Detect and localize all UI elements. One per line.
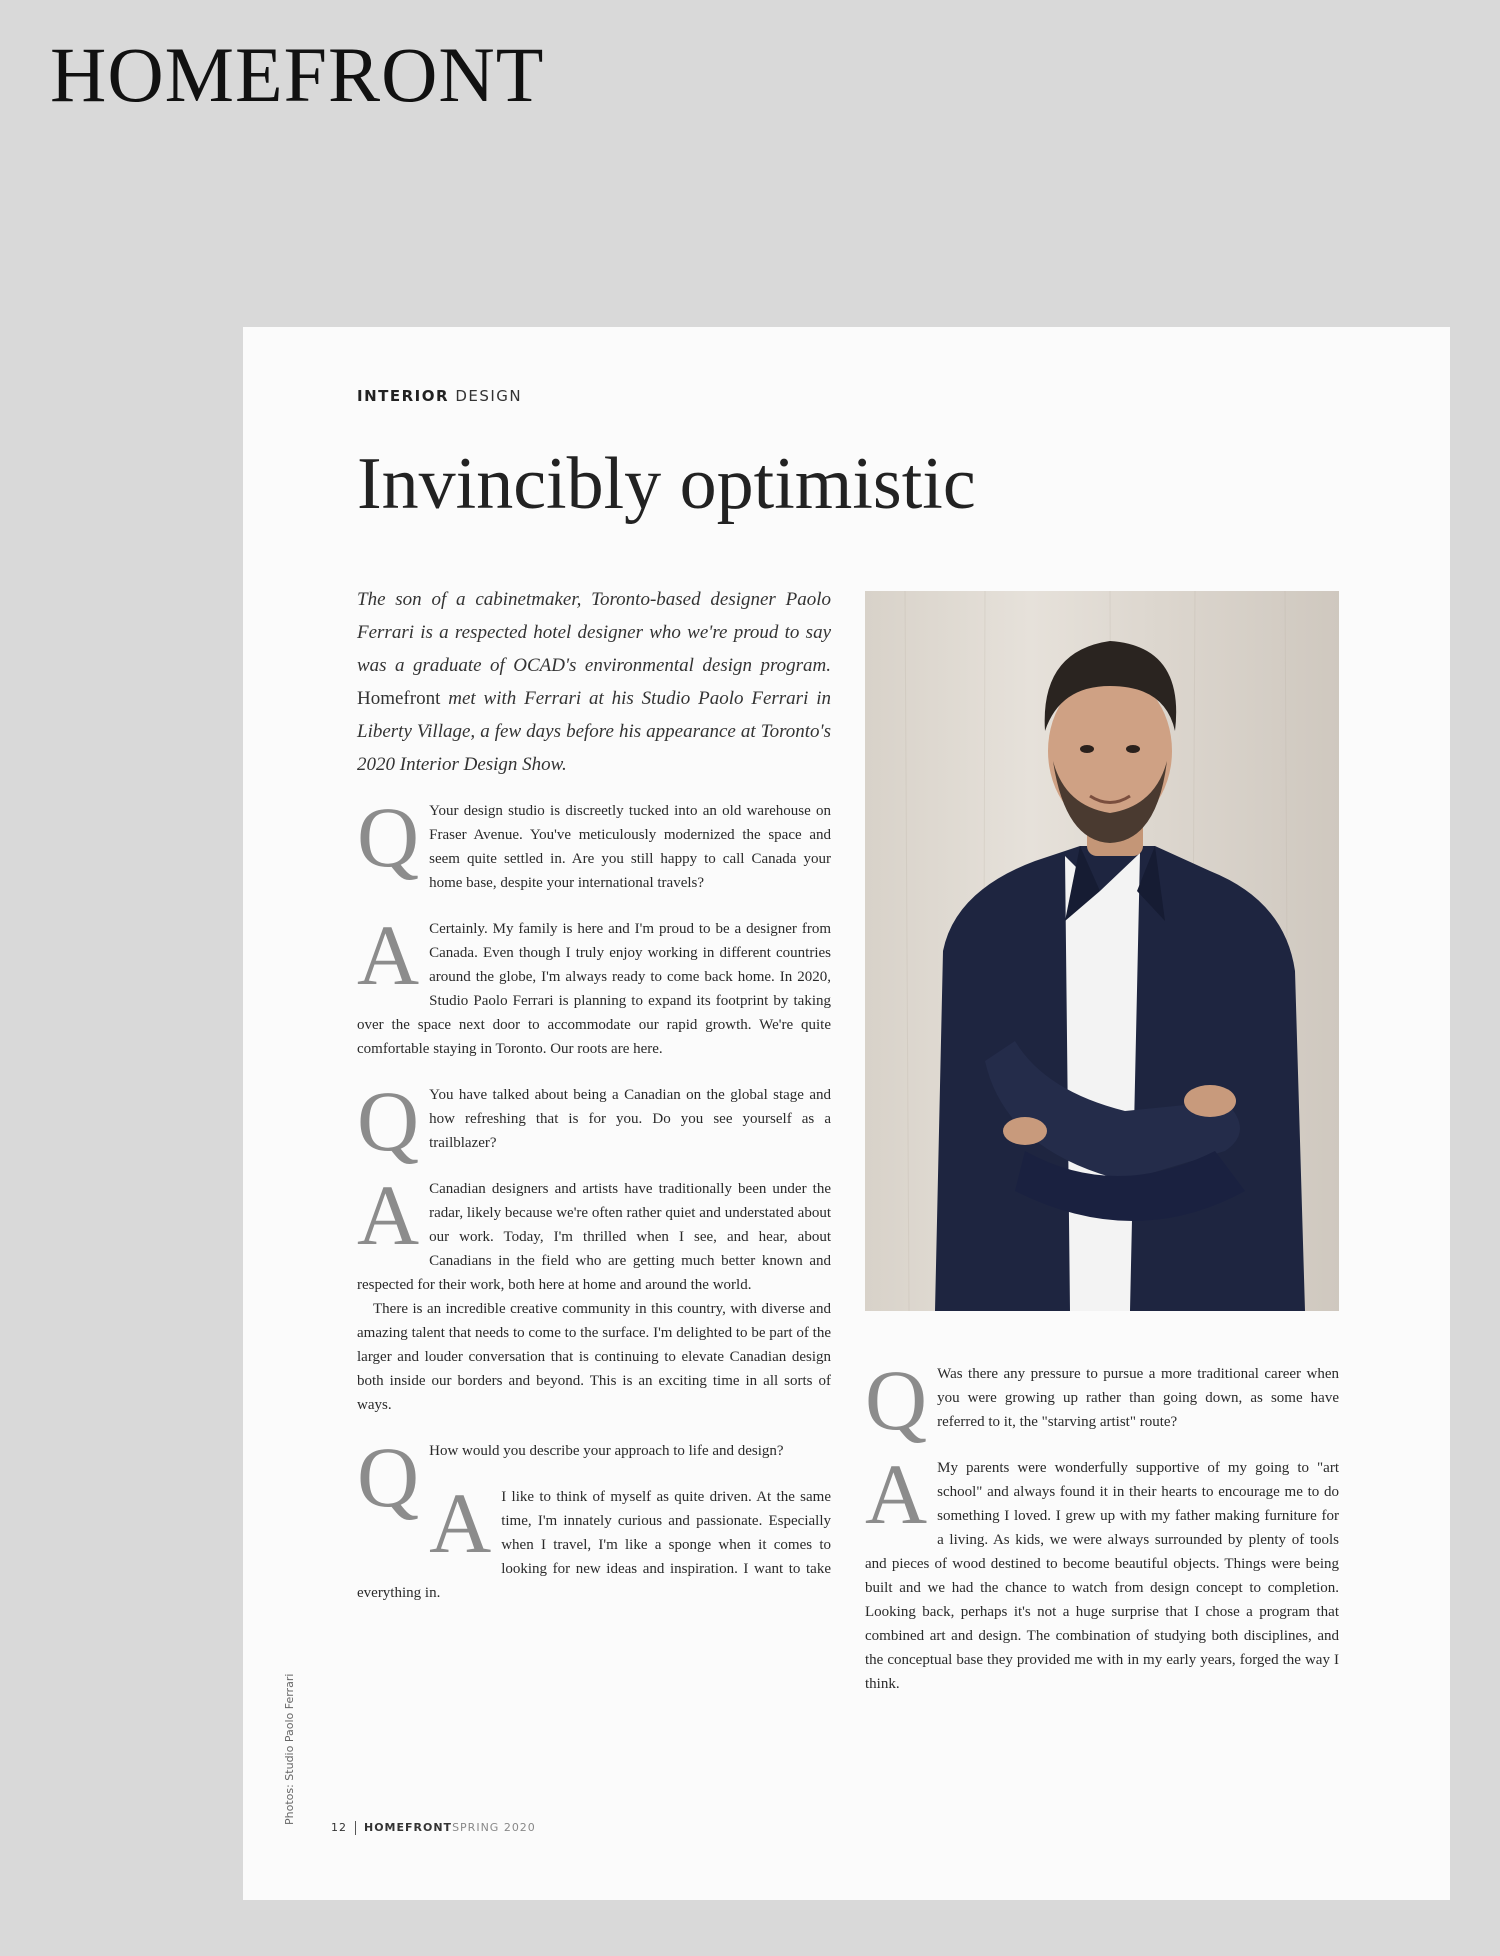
q-drop-cap: Q bbox=[865, 1352, 928, 1448]
answer-3 bbox=[357, 1475, 831, 1605]
question-3 bbox=[357, 1429, 831, 1525]
photo-credit: Photos: Studio Paolo Ferrari bbox=[283, 1673, 296, 1825]
q-drop-cap: Q bbox=[357, 789, 420, 885]
right-column bbox=[865, 1352, 1339, 1696]
answer-text: I like to think of myself as quite driven. At the same time, I'm innately curious and passionate. Especially when I travel, I'm like a sponge when it comes to looking for new ideas and inspiration. I want to take everything in. bbox=[357, 1489, 831, 1601]
answer-text: Certainly. My family is here and I'm proud to be a designer from Canada. Even though I truly enjoy working in different countries around the globe, I'm always ready to come back home. In 2020, Studio Paolo Ferrari is planning to expand its footprint by taking over the space next door to accommodate our rapid growth. We're quite comfortable staying in Toronto. Our roots are here. bbox=[357, 921, 831, 1057]
article-title: Invincibly optimistic bbox=[357, 443, 976, 525]
a-drop-cap: A bbox=[429, 1475, 492, 1571]
intro-tail: met with Ferrari at his Studio Paolo Ferrari in Liberty Village, a few days before his appearance at Toronto's 2020 Interior Design Show. bbox=[357, 688, 831, 775]
answer-2 bbox=[357, 1167, 831, 1417]
kicker-bold: INTERIOR bbox=[357, 387, 450, 405]
answer-text: Canadian designers and artists have traditionally been under the radar, likely because we're often rather quiet and understated about our work. Today, I'm thrilled when I see, and hear, about Canadians in the field who are getting much better known and respected for their work, both here at home and around the world. bbox=[357, 1181, 831, 1293]
question-4 bbox=[865, 1352, 1339, 1448]
folio-issue: SPRING 2020 bbox=[452, 1821, 536, 1834]
section-kicker bbox=[357, 387, 522, 405]
a-drop-cap: A bbox=[357, 907, 420, 1003]
q-drop-cap: Q bbox=[357, 1073, 420, 1169]
answer-text-continued: There is an incredible creative community in this country, with diverse and amazing talent that needs to come to the surface. I'm delighted to be part of the larger and louder conversation that is continuing to elevate Canadian design both inside our borders and beyond. This is an exciting time in all sorts of ways. bbox=[357, 1301, 831, 1413]
folio-magazine: HOMEFRONT bbox=[364, 1821, 453, 1834]
page-folio bbox=[331, 1821, 536, 1835]
left-column bbox=[357, 583, 831, 1605]
page-number: 12 bbox=[331, 1821, 347, 1834]
question-1 bbox=[357, 789, 831, 895]
question-text: You have talked about being a Canadian on the global stage and how refreshing that is for you. Do you see yourself as a trailblazer? bbox=[429, 1087, 831, 1151]
magazine-page bbox=[243, 327, 1450, 1900]
kicker-rest: DESIGN bbox=[449, 387, 523, 405]
folio-divider bbox=[355, 1821, 356, 1835]
q-drop-cap: Q bbox=[357, 1429, 420, 1525]
answer-1 bbox=[357, 907, 831, 1061]
question-text: Was there any pressure to pursue a more traditional career when you were growing up rather than going down, as some have referred to it, the "starving artist" route? bbox=[937, 1366, 1339, 1430]
answer-text: My parents were wonderfully supportive of my going to "art school" and always found it in their hearts to encourage me to do something I loved. I grew up with my father making furniture for a living. As kids, we were always surrounded by plenty of tools and pieces of wood destined to become beautiful objects. Things were being built and we had the chance to watch from design concept to completion. Looking back, perhaps it's not a huge surprise that I chose a program that combined art and design. The combination of studying both disciplines, and the conceptual base they provided me with in my early years, forged the way I think. bbox=[865, 1460, 1339, 1692]
intro-text: The son of a cabinetmaker, Toronto-based designer Paolo Ferrari is a respected hotel designer who we're proud to say was a graduate of OCAD's environmental design program. bbox=[357, 589, 831, 676]
portrait-illustration bbox=[865, 591, 1339, 1311]
question-2 bbox=[357, 1073, 831, 1169]
answer-4 bbox=[865, 1446, 1339, 1696]
question-text: Your design studio is discreetly tucked into an old warehouse on Fraser Avenue. You've meticulously modernized the space and seem quite settled in. Are you still happy to call Canada your home base, despite your international travels? bbox=[429, 803, 831, 891]
intro-brand: Homefront bbox=[357, 688, 441, 709]
portrait-photo bbox=[865, 591, 1339, 1311]
a-drop-cap: A bbox=[865, 1446, 928, 1542]
question-text: How would you describe your approach to life and design? bbox=[429, 1443, 784, 1459]
a-drop-cap: A bbox=[357, 1167, 420, 1263]
masthead-logo: HOMEFRONT bbox=[50, 31, 545, 118]
article-intro bbox=[357, 583, 831, 781]
